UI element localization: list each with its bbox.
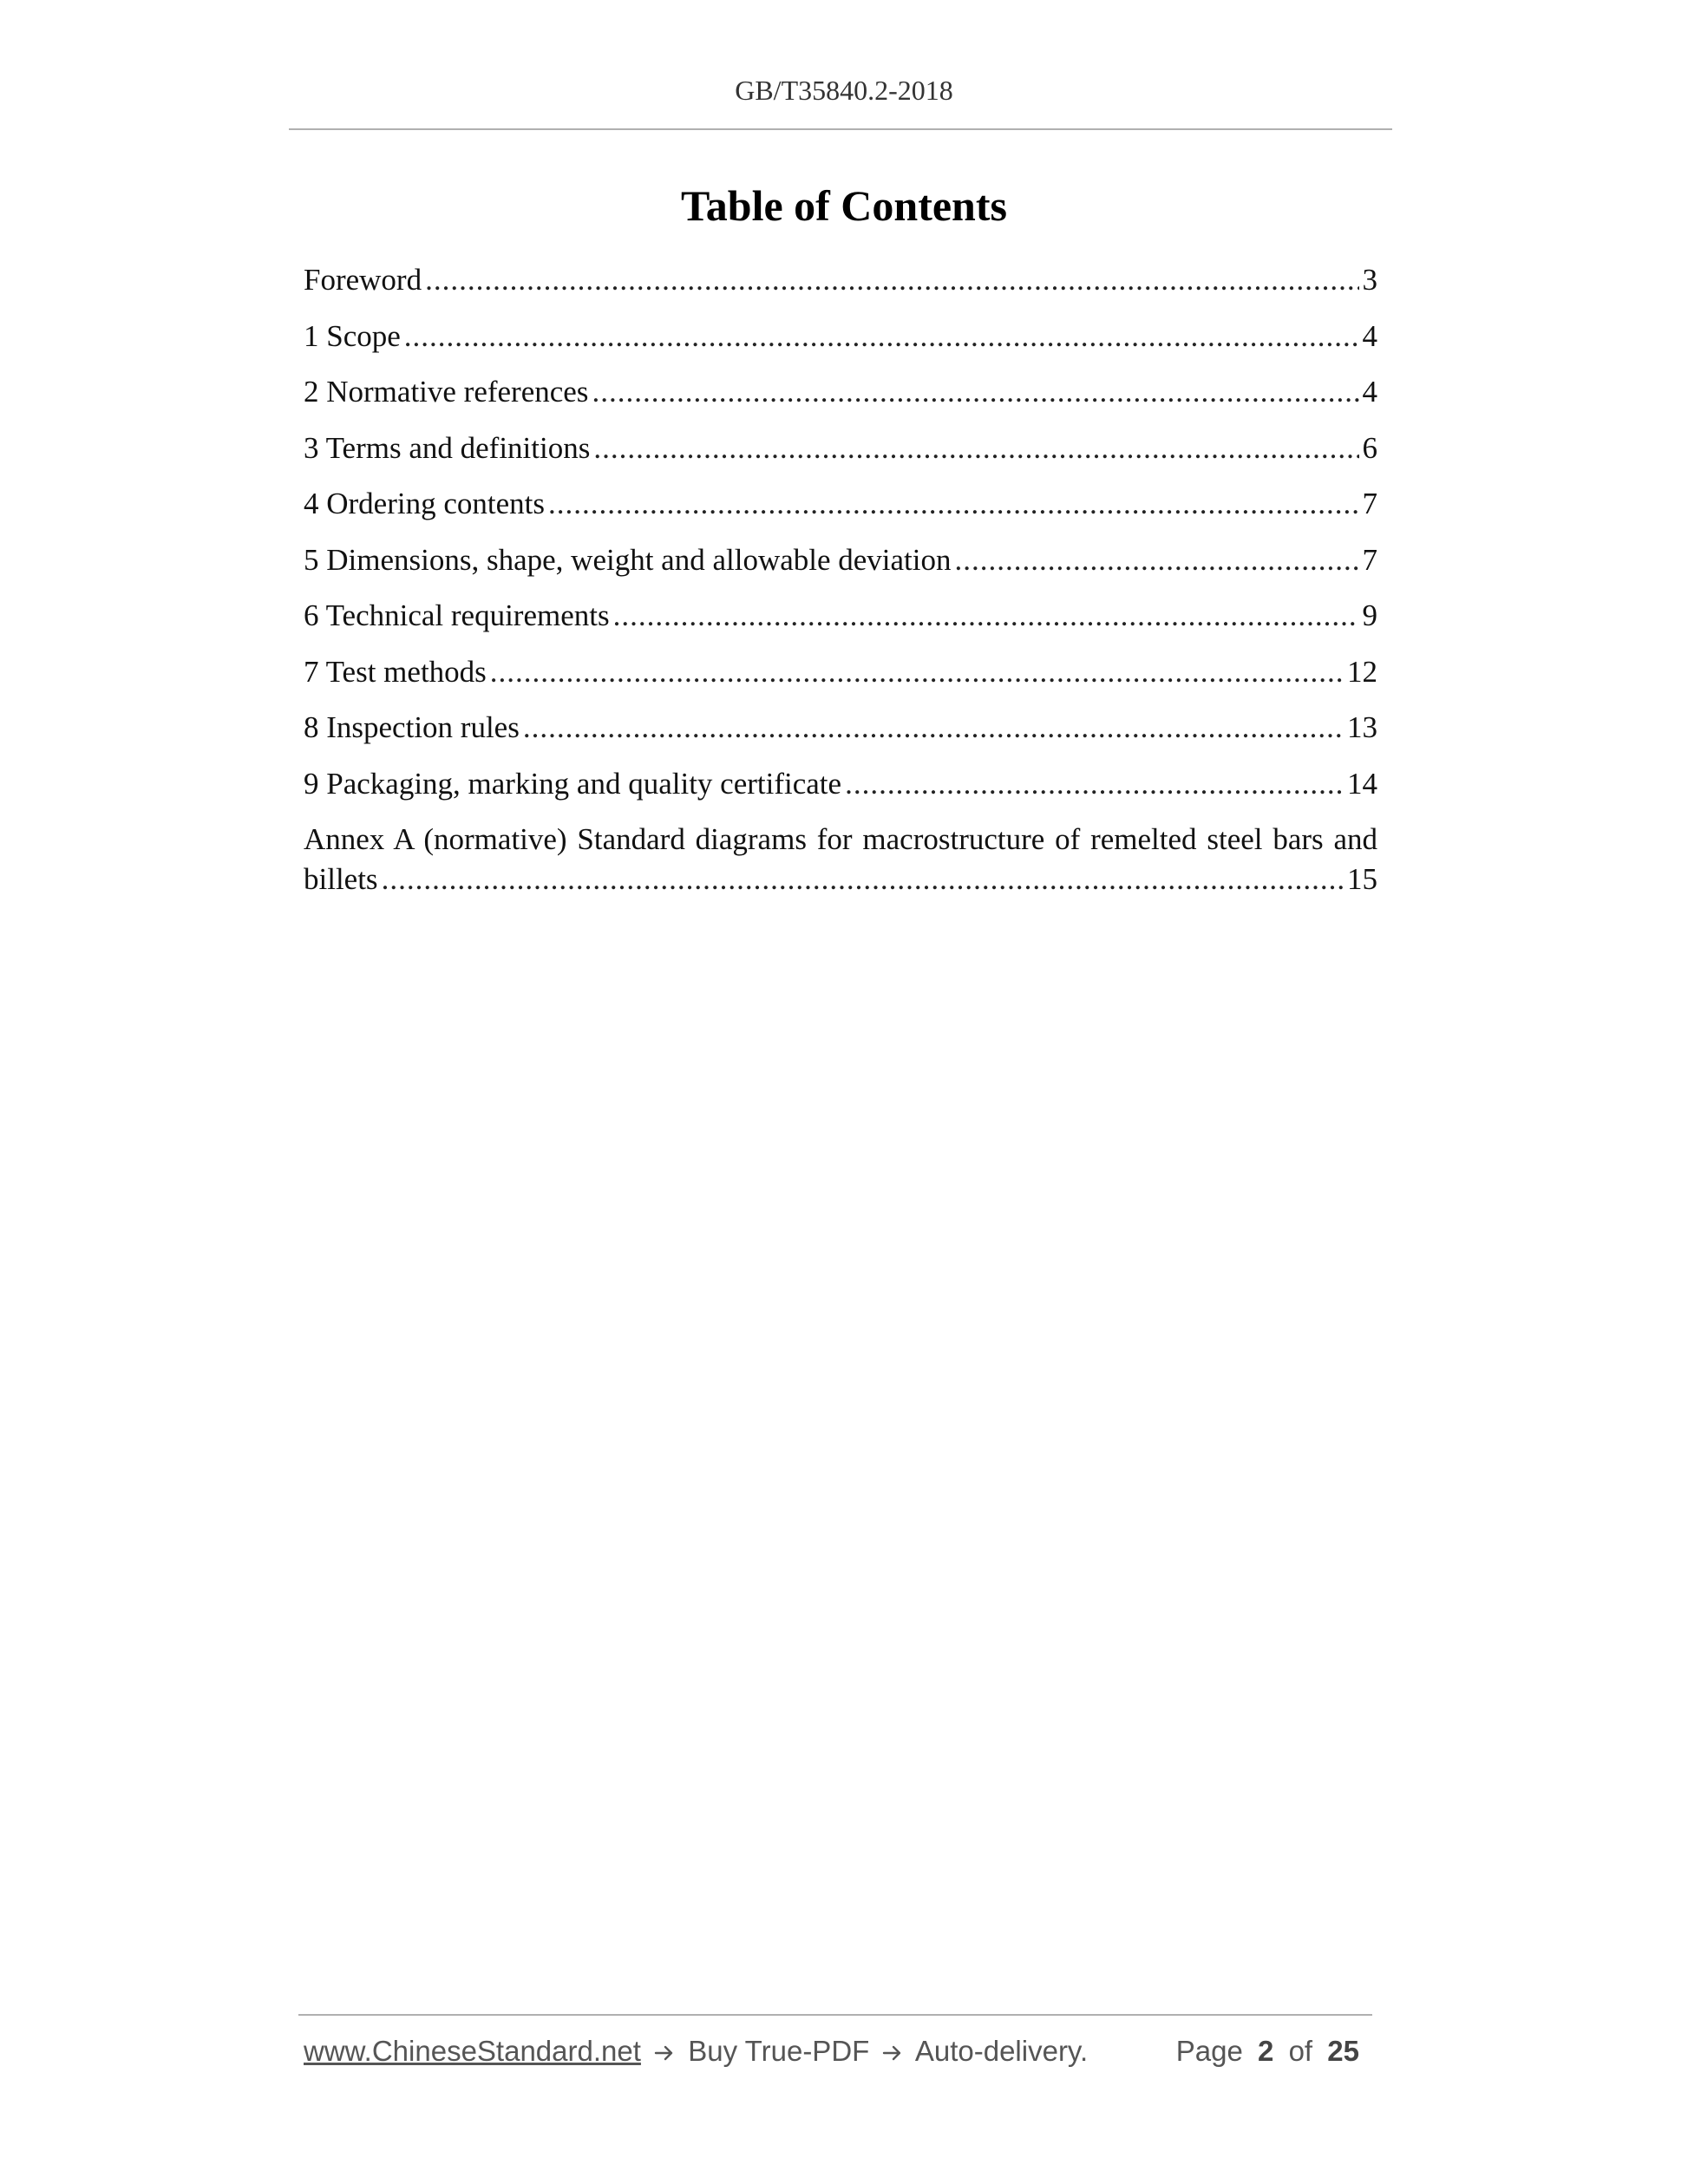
toc-dot-leader <box>613 596 1359 636</box>
toc-entry-label: billets <box>304 862 378 896</box>
toc-dot-leader <box>593 428 1358 468</box>
toc-dot-leader <box>523 708 1344 748</box>
page-word: Page <box>1175 2035 1243 2067</box>
document-code-header: GB/T35840.2-2018 <box>735 75 953 106</box>
header-divider <box>289 128 1392 130</box>
toc-entry-label: 2 Normative references <box>304 375 589 409</box>
toc-page-number: 13 <box>1347 710 1377 744</box>
toc-dot-leader <box>382 860 1344 899</box>
toc-entry-foreword[interactable] <box>304 260 1377 300</box>
toc-entry-label: 5 Dimensions, shape, weight and allowable deviation <box>304 542 952 577</box>
toc-entry-dimensions[interactable] <box>304 540 1377 580</box>
toc-dot-leader <box>425 260 1358 300</box>
toc-entry-label: Annex A (normative) Standard diagrams for macrostructure of remelted steel bars and <box>304 822 1377 856</box>
of-word: of <box>1288 2035 1313 2067</box>
toc-entry-inspection-rules[interactable] <box>304 708 1377 748</box>
toc-entry-label: 9 Packaging, marking and quality certificate <box>304 766 842 801</box>
toc-entry-label: 8 Inspection rules <box>304 710 520 744</box>
total-page-count: 25 <box>1327 2035 1359 2067</box>
toc-entry-terms-definitions[interactable] <box>304 428 1377 468</box>
toc-entry-normative-references[interactable] <box>304 372 1377 412</box>
right-arrow-icon <box>654 2031 675 2071</box>
toc-entry-label: 7 Test methods <box>304 654 487 689</box>
toc-page-number: 7 <box>1362 542 1377 577</box>
right-arrow-icon <box>882 2031 903 2071</box>
current-page-number: 2 <box>1258 2035 1274 2067</box>
toc-entry-scope[interactable] <box>304 317 1377 356</box>
page-indicator <box>1176 2031 1366 2071</box>
toc-dot-leader <box>592 372 1358 412</box>
toc-entry-continuation <box>304 860 1377 899</box>
toc-entry-technical-requirements[interactable] <box>304 596 1377 636</box>
toc-page-number: 12 <box>1347 654 1377 689</box>
buy-text: Buy True-PDF <box>688 2035 870 2067</box>
footer-promo <box>304 2031 1088 2071</box>
toc-dot-leader <box>845 764 1344 804</box>
page-footer <box>304 2031 1372 2071</box>
toc-page-number: 4 <box>1362 318 1377 353</box>
toc-page-number: 3 <box>1362 263 1377 297</box>
footer-divider <box>298 2014 1372 2016</box>
toc-entry-test-methods[interactable] <box>304 652 1377 692</box>
toc-dot-leader <box>548 484 1359 524</box>
table-of-contents <box>304 260 1377 915</box>
toc-page-number: 7 <box>1362 487 1377 520</box>
toc-entry-label: 6 Technical requirements <box>304 598 610 632</box>
toc-entry-label: 1 Scope <box>304 318 401 353</box>
toc-entry-ordering-contents[interactable] <box>304 484 1377 524</box>
toc-title: Table of Contents <box>681 181 1007 230</box>
delivery-text: Auto-delivery. <box>914 2035 1089 2067</box>
toc-page-number: 4 <box>1362 375 1377 409</box>
toc-entry-label: 3 Terms and definitions <box>304 430 591 465</box>
toc-page-number: 9 <box>1362 598 1377 632</box>
toc-page-number: 15 <box>1347 862 1377 896</box>
toc-dot-leader <box>955 540 1359 580</box>
toc-dot-leader <box>490 652 1344 692</box>
site-link[interactable]: www.ChineseStandard.net <box>304 2035 641 2067</box>
toc-entry-label: 4 Ordering contents <box>304 487 545 520</box>
toc-dot-leader <box>404 317 1359 356</box>
toc-page-number: 6 <box>1362 430 1377 465</box>
toc-entry-packaging[interactable] <box>304 764 1377 804</box>
toc-entry-label: Foreword <box>304 263 422 297</box>
toc-entry-annex-a[interactable] <box>304 820 1377 899</box>
toc-page-number: 14 <box>1347 766 1377 801</box>
